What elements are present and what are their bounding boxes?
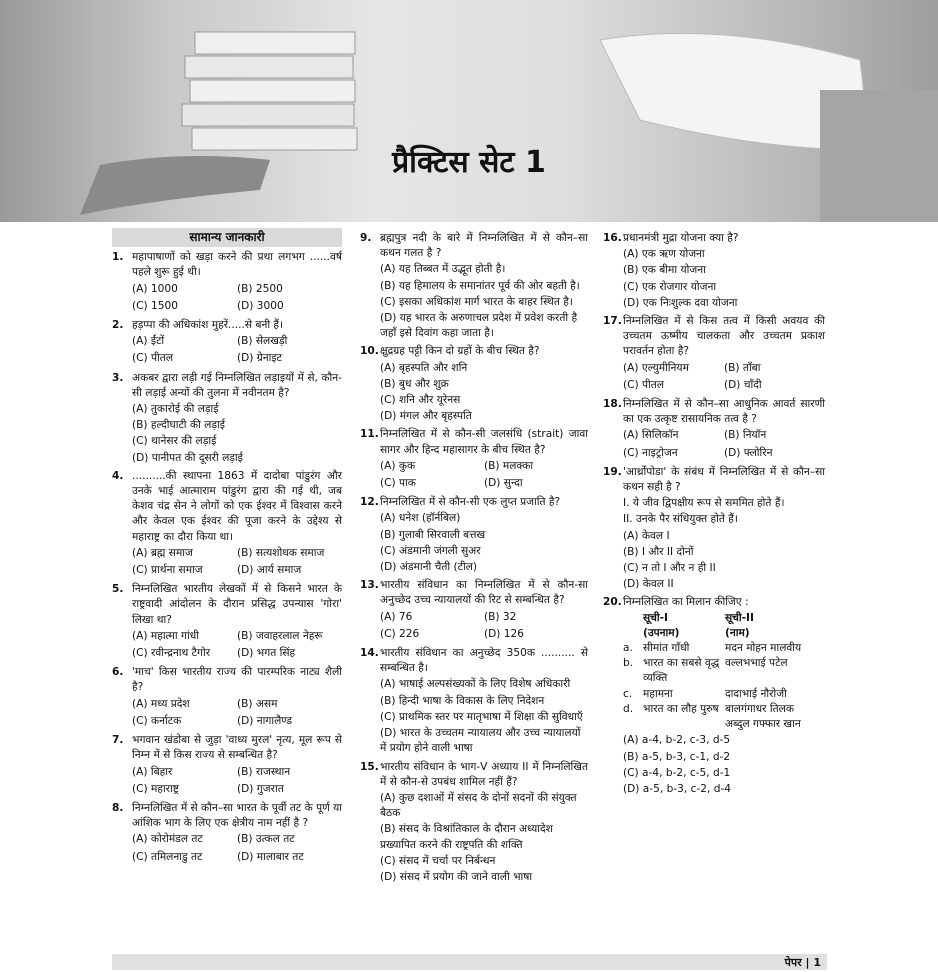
- option: (B) सत्यशोधक समाज: [237, 546, 325, 559]
- question-row: [360, 495, 588, 510]
- column-1: [112, 228, 342, 866]
- question-text: 'माच' किस भारतीय राज्य की पारम्परिक नाट्य शैली है?: [132, 666, 342, 694]
- question-number: 8.: [112, 801, 124, 814]
- list-1-item: भारत का लौह पुरुष: [643, 702, 719, 715]
- question-row: [112, 665, 342, 695]
- match-label: [623, 626, 643, 641]
- question-text: निम्नलिखित में से कौन-सी एक लुप्त प्रजाति है?: [380, 496, 561, 509]
- statement: II. उनके पैर संधियुक्त होते हैं।: [623, 513, 738, 526]
- question-text: निम्नलिखित में से किस तत्व में किसी अवयव की उच्चतम ऊष्मीय चालकता और उच्चतम प्रकाश परावर्तन होता है?: [623, 315, 825, 358]
- options: [603, 247, 825, 311]
- match-row: [623, 687, 825, 702]
- option: (A) मध्य प्रदेश: [132, 697, 190, 710]
- option: (A) कुछ दशाओं में संसद के दोनों सदनों की संयुक्त बैठक: [380, 791, 577, 820]
- question-row: [112, 801, 342, 831]
- options: [360, 609, 588, 643]
- option: (C) कर्नाटक: [132, 714, 182, 727]
- question-text: प्रधानमंत्री मुद्रा योजना क्या है?: [623, 232, 739, 244]
- options: [112, 402, 342, 466]
- option: (A) कोरोमंडल तट: [132, 833, 203, 846]
- option: (C) महाराष्ट्र: [132, 782, 179, 795]
- option: (C) संसद में चर्चा पर निर्बन्धन: [380, 854, 496, 867]
- match-subheader: [623, 626, 825, 641]
- option: (A) 1000: [132, 282, 178, 295]
- question-number: 13.: [360, 579, 379, 592]
- question-row: [360, 427, 588, 457]
- option: (B) हल्दीघाटी की लड़ाई: [132, 419, 225, 432]
- option: (D) केवल II: [623, 578, 674, 591]
- match-label: c.: [623, 687, 633, 700]
- option: (C) एक रोजगार योजना: [623, 280, 717, 293]
- column-2: [360, 228, 588, 886]
- section-heading: सामान्य जानकारी: [112, 228, 342, 247]
- match-header: [623, 611, 825, 626]
- option: (C) शनि और यूरेनस: [380, 394, 461, 407]
- question-row: [112, 469, 342, 545]
- option: (C) प्राथमिक स्तर पर मातृभाषा में शिक्षा की सुविधाएँ: [380, 710, 583, 723]
- question-block: [603, 314, 825, 394]
- option: (B) सेलखड़ी: [237, 335, 288, 348]
- option: (C) इसका अधिकांश मार्ग भारत के बाहर स्थित है।: [380, 295, 573, 308]
- option: (D) आर्य समाज: [237, 564, 302, 577]
- question-text: भारतीय संविधान का अनुच्छेद 350क .......... से सम्बन्धित है।: [380, 647, 588, 675]
- question-number: 4.: [112, 469, 124, 482]
- question-block: [603, 397, 825, 462]
- list-2-item: वल्लभभाई पटेल: [725, 657, 788, 670]
- option: (B) एक बीमा योजना: [623, 264, 706, 277]
- question-number: 10.: [360, 345, 379, 358]
- option: (D) यह भारत के अरुणाचल प्रदेश में प्रवेश करती है जहाँ इसे दिवांग कहा जाता है।: [380, 312, 578, 340]
- option: (C) a-4, b-2, c-5, d-1: [623, 766, 731, 779]
- options: [112, 333, 342, 367]
- question-row: [360, 231, 588, 261]
- option: (A) धनेश (हॉर्नबिल): [380, 512, 461, 525]
- option: (D) गुजरात: [237, 782, 284, 795]
- question-row: [360, 344, 588, 359]
- question-text: ..........की स्थापना 1863 में दादोबा पांडुरंग और उनके भाई आत्माराम पांडुरंग द्वारा की गई थी, जब केशव चंद्र सेन ने लोगों को एक ईश्वर में विश्वास करने और केवल एक ईश्वर की पूजा करने के उद्देश्य से महाराष्ट्र का दौरा किया था।: [132, 469, 342, 543]
- options: [360, 458, 588, 492]
- question-row: [360, 760, 588, 790]
- question-number: 3.: [112, 371, 124, 384]
- match-label: [623, 717, 643, 732]
- option: (C) न तो I और न ही II: [623, 562, 716, 575]
- option: (A) बृहस्पति और शनि: [380, 361, 468, 374]
- options: [603, 529, 825, 593]
- match-row: [623, 717, 825, 732]
- option: (A) सिलिकॉन: [623, 429, 679, 442]
- question-number: 18.: [603, 398, 622, 411]
- question-text: ब्रह्मपुत्र नदी के बारे में निम्नलिखित में से कौन–सा कथन गलत है ?: [380, 232, 588, 260]
- match-label: a.: [623, 642, 633, 655]
- page-footer: [112, 954, 827, 970]
- option: (B) a-5, b-3, c-1, d-2: [623, 750, 731, 763]
- question-block: [112, 733, 342, 798]
- options: [603, 360, 825, 394]
- option: (B) संसद के विश्रांतिकाल के दौरान अध्यादेश प्रख्यापित करने की राष्ट्रपति की शक्ति: [380, 823, 553, 851]
- question-row: [360, 646, 588, 676]
- question-row: [603, 397, 825, 427]
- match-table: [603, 611, 825, 733]
- question-row: [112, 582, 342, 628]
- option: (B) उत्कल तट: [237, 833, 295, 846]
- list-1-item: भारत का सबसे वृद्ध व्यक्ति: [643, 657, 720, 685]
- option: (C) प्रार्थना समाज: [132, 564, 203, 577]
- question-row: [112, 318, 342, 333]
- match-row: [623, 656, 825, 686]
- list-2-item: दादाभाई नौरोजी: [725, 687, 787, 700]
- list-1-heading: सूची-I: [643, 611, 668, 624]
- option: (A) ब्रह्म समाज: [132, 546, 193, 559]
- question-text: भारतीय संविधान का निम्नलिखित में से कौन-सा अनुच्छेद उच्च न्यायालयों की रिट से सम्बन्धित है?: [380, 579, 588, 607]
- option: (C) अंडमानी जंगली सुअर: [380, 544, 481, 557]
- question-text: निम्नलिखित का मिलान कीजिए :: [623, 596, 749, 609]
- option: (A) बिहार: [132, 765, 173, 778]
- question-block: [360, 427, 588, 492]
- question-block: [360, 578, 588, 643]
- option: (D) a-5, b-3, c-2, d-4: [623, 782, 732, 795]
- option: (B) 32: [484, 610, 517, 623]
- options: [112, 545, 342, 579]
- options: [603, 427, 825, 461]
- option: (A) कुक: [380, 459, 416, 472]
- page-number: पेपर | 1: [784, 956, 821, 969]
- question-block: [603, 595, 825, 797]
- option: (D) फ्लोरिन: [724, 446, 773, 459]
- books-photo: [0, 0, 938, 222]
- question-number: 1.: [112, 251, 124, 264]
- option: (B) राजस्थान: [237, 765, 291, 778]
- question-number: 20.: [603, 596, 622, 609]
- options: [112, 628, 342, 662]
- option: (D) अंडमानी चैती (टील): [380, 561, 478, 574]
- option: (B) ताँबा: [724, 361, 761, 374]
- options: [112, 764, 342, 798]
- question-text: महापाषाणों को खड़ा करने की प्रथा लगभग ......वर्ष पहले शुरू हुई थी।: [132, 251, 342, 279]
- question-number: 6.: [112, 666, 124, 679]
- option: (A) केवल I: [623, 529, 670, 542]
- list-2-item: बालगंगाधर तिलक: [725, 702, 794, 715]
- question-number: 5.: [112, 583, 124, 596]
- question-block: [112, 371, 342, 466]
- option: (C) पाक: [380, 477, 416, 490]
- question-block: [360, 344, 588, 424]
- statements: [603, 496, 825, 527]
- option: (B) गुलाबी सिरवाली बत्तख: [380, 528, 486, 541]
- option: (D) चाँदी: [724, 378, 762, 391]
- question-block: [360, 760, 588, 886]
- statement: I. ये जीव द्विपक्षीय रूप से सममित होते हैं।: [623, 497, 785, 510]
- list-2-item: अब्दुल गफ्फार खान: [725, 718, 801, 731]
- option: (C) नाइट्रोजन: [623, 446, 678, 459]
- question-block: [112, 801, 342, 866]
- header-banner: [0, 0, 938, 222]
- option: (A) a-4, b-2, c-3, d-5: [623, 734, 731, 747]
- question-number: 11.: [360, 428, 379, 441]
- option: (D) संसद में प्रयोग की जाने वाली भाषा: [380, 870, 533, 883]
- question-row: [360, 578, 588, 608]
- option: (B) बुध और शुक्र: [380, 377, 449, 390]
- options: [112, 281, 342, 315]
- option: (D) सुन्दा: [484, 477, 523, 490]
- options: [360, 361, 588, 425]
- list-1-item: [643, 717, 725, 732]
- question-block: [360, 231, 588, 341]
- option: (C) 1500: [132, 299, 178, 312]
- question-text: निम्नलिखित में से कौन–सा आधुनिक आवर्त सारणी का एक उत्कृष्ट रासायनिक तत्व है ?: [623, 398, 825, 426]
- option: (D) मंगल और बृहस्पति: [380, 410, 472, 423]
- question-number: 17.: [603, 315, 622, 328]
- column-3: [603, 228, 825, 798]
- option: (A) महात्मा गांधी: [132, 629, 199, 642]
- option: (A) भाषाई अल्पसंख्यकों के लिए विशेष अधिकारी: [380, 678, 571, 691]
- question-row: [603, 231, 825, 246]
- match-label: [623, 611, 643, 626]
- option: (B) जवाहरलाल नेहरू: [237, 629, 323, 642]
- option: (C) 226: [380, 627, 420, 640]
- option: (A) 76: [380, 610, 413, 623]
- options: [603, 733, 825, 797]
- options: [360, 262, 588, 341]
- question-block: [112, 582, 342, 662]
- option: (B) मलक्का: [484, 459, 534, 472]
- options: [360, 511, 588, 575]
- list-1-item: महामना: [643, 687, 673, 700]
- option: (B) 2500: [237, 282, 283, 295]
- list-2-item: मदन मोहन मालवीय: [725, 642, 802, 655]
- option: (A) एक ऋण योजना: [623, 248, 705, 261]
- option: (A) तुकारोई की लड़ाई: [132, 403, 219, 416]
- option: (D) एक निःशुल्क दवा योजना: [623, 296, 738, 309]
- option: (D) पानीपत की दूसरी लड़ाई: [132, 451, 243, 464]
- question-row: [112, 250, 342, 280]
- question-text: अकबर द्वारा लड़ी गई निम्नलिखित लड़ाइयों में से, कौन-सी लड़ाई अन्यों की तुलना में नवीनतम है?: [132, 371, 342, 399]
- question-block: [360, 646, 588, 756]
- question-number: 12.: [360, 496, 379, 509]
- question-row: [112, 371, 342, 401]
- question-number: 9.: [360, 232, 372, 244]
- question-number: 2.: [112, 319, 124, 332]
- option: (D) भारत के उच्चतम न्यायालय और उच्च न्यायालयों में प्रयोग होने वाली भाषा: [380, 727, 581, 755]
- list-1-subheading: (उपनाम): [643, 626, 680, 639]
- question-row: [603, 465, 825, 495]
- options: [360, 791, 588, 885]
- match-label: b.: [623, 657, 634, 670]
- question-text: हड़प्पा की अधिकांश मुहरें.....से बनी हैं।: [132, 319, 284, 332]
- option: (D) भगत सिंह: [237, 647, 296, 660]
- question-text: निम्नलिखित भारतीय लेखकों में से किसने भारत के राष्ट्रवादी आंदोलन के दौरान प्रसिद्ध उपन्यास 'गोरा' लिखा था?: [132, 583, 342, 626]
- match-label: d.: [623, 702, 634, 715]
- match-row: [623, 641, 825, 656]
- question-text: 'आर्थ्रोपोडा' के संबंध में निम्नलिखित में से कौन–सा कथन सही है ?: [623, 465, 825, 494]
- question-number: 16.: [603, 232, 622, 244]
- question-block: [112, 250, 342, 315]
- question-block: [112, 318, 342, 368]
- list-2-heading: सूची-II: [725, 611, 754, 624]
- option: (A) ईंटों: [132, 335, 165, 348]
- question-row: [112, 733, 342, 763]
- option: (A) यह तिब्बत में उद्भूत होती है।: [380, 263, 506, 276]
- question-row: [603, 314, 825, 360]
- question-block: [112, 665, 342, 730]
- option: (D) नागालैण्ड: [237, 714, 293, 727]
- question-row: [603, 595, 825, 610]
- question-block: [112, 469, 342, 579]
- option: (C) रवीन्द्रनाथ टैगोर: [132, 647, 211, 660]
- question-text: भगवान खंडोबा से जुड़ा 'वाध्य मुरल' नृत्य, मूल रूप से निम्न में से किस राज्य से सम्बन्धित है?: [132, 734, 342, 762]
- option: (D) 126: [484, 627, 525, 640]
- option: (D) 3000: [237, 299, 284, 312]
- options: [112, 696, 342, 730]
- question-block: [603, 231, 825, 311]
- option: (C) पीतल: [623, 378, 665, 391]
- list-2-subheading: (नाम): [725, 626, 750, 639]
- question-block: [603, 465, 825, 593]
- question-number: 7.: [112, 734, 124, 747]
- option: (C) पीतल: [132, 352, 174, 365]
- question-number: 19.: [603, 465, 622, 478]
- option: (B) I और II दोनों: [623, 545, 694, 558]
- question-text: क्षुद्रग्रह पट्टी किन दो ग्रहों के बीच स्थित है?: [380, 345, 540, 358]
- options: [360, 677, 588, 756]
- option: (C) थानेसर की लड़ाई: [132, 435, 217, 448]
- options: [112, 831, 342, 865]
- question-number: 15.: [360, 760, 379, 773]
- page-title: प्रैक्टिस सेट 1: [392, 145, 546, 180]
- option: (B) यह हिमालय के समानांतर पूर्व की ओर बहती है।: [380, 279, 580, 292]
- question-text: निम्नलिखित में से कौन-सी जलसंधि (strait) जावा सागर और हिन्द महासागर के बीच स्थित है?: [380, 428, 588, 456]
- option: (A) एल्युमीनियम: [623, 361, 689, 374]
- option: (B) असम: [237, 697, 278, 710]
- question-block: [360, 495, 588, 575]
- option: (B) नियॉन: [724, 429, 767, 442]
- question-number: 14.: [360, 647, 379, 660]
- question-text: निम्नलिखित में से कौन–सा भारत के पूर्वी तट के पूर्ण या आंशिक भाग के लिए एक क्षेत्रीय नाम नहीं है ?: [132, 801, 343, 830]
- match-row: [623, 702, 825, 717]
- option: (D) ग्रेनाइट: [237, 352, 282, 365]
- option: (C) तमिलनाडु तट: [132, 850, 203, 863]
- question-text: भारतीय संविधान के भाग-V अध्याय II में निम्नलिखित में से कौन-से उपबंध शामिल नहीं हैं?: [380, 760, 588, 788]
- list-1-item: सीमांत गाँधी: [643, 642, 690, 655]
- option: (D) मालाबार तट: [237, 850, 304, 863]
- option: (B) हिन्दी भाषा के विकास के लिए निदेशन: [380, 694, 545, 707]
